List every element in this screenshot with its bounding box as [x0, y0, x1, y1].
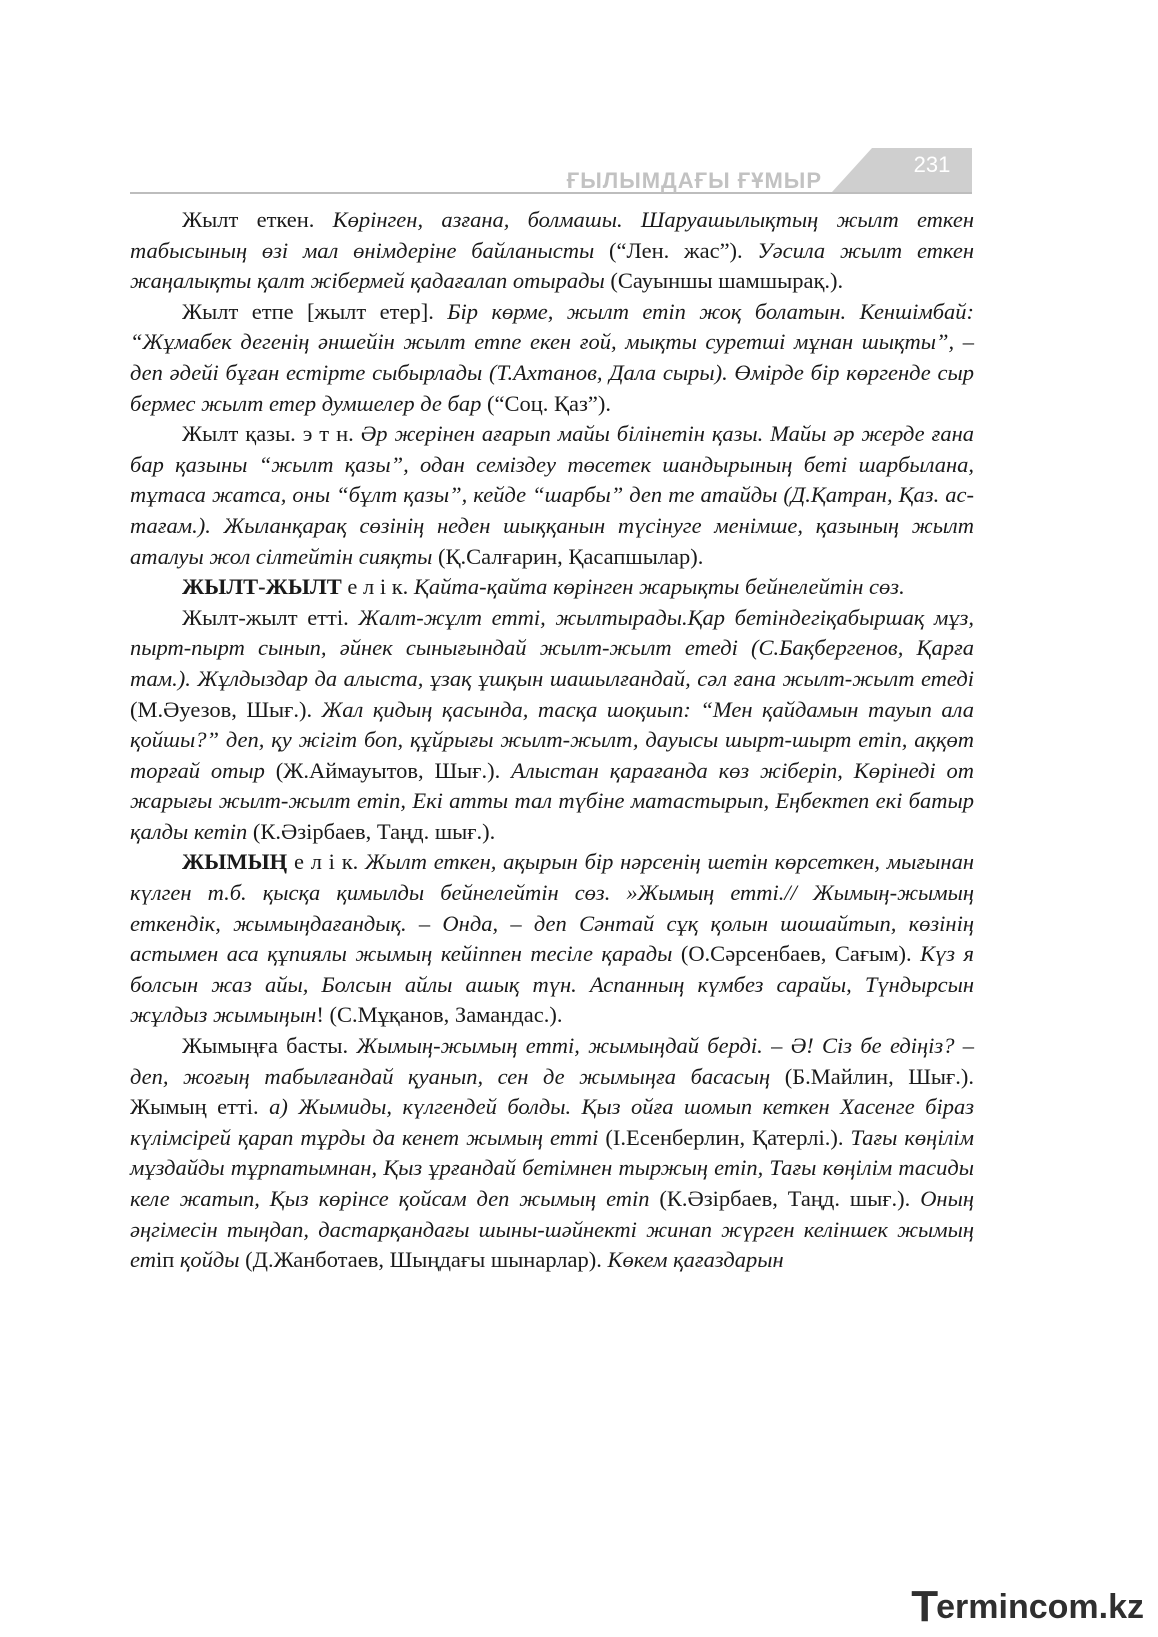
- definition-text: Жал қидың қасында, тасқа шоқиып: “Мен қайдамын тауып ала қойшы?” деп, қу жігіт боп, құйрығы жылт-жылт, дауысы шырт-шырт етіп, аққөт торғай отыр: [130, 696, 974, 783]
- dictionary-body: [130, 205, 974, 1276]
- headword: ЖЫЛТ-ЖЫЛТ: [182, 574, 342, 600]
- text-run: е л і к.: [287, 849, 366, 875]
- definition-text: Әр жерінен ағарып майы білінетін қазы. Майы әр жерде ғана бар қазыны “жылт қазы”, одан семіздеу төсетек шандырының беті шарбылана, тұтаса жатса, оны “бұлт қазы”, кейде “шарбы” деп те атайды (Д.Қатран, Қаз. ас-тағам.). Жыланқарақ сөзінің неден шыққанын түсінуге менімше, қазының жылт аталуы жол сілтейтін сияқты: [130, 421, 974, 569]
- definition-text: Көрінген, азғана, болмашы. Шаруашылықтың жылт еткен табысының өзі мал өнімдеріне байланысты: [130, 207, 974, 263]
- definition-text: қойды: [179, 1247, 240, 1273]
- magnifier-icon: o: [1047, 1588, 1069, 1626]
- logo-text: erminc: [936, 1588, 1048, 1626]
- text-run: (Б.Майлин, Шығ.). Жымың етті.: [130, 1063, 975, 1120]
- definition-text: Жымың-жымың етті, жымыңдай берді. – Ә! Сіз бе едіңіз? – деп, жоғың табылғандай қуанып, сен де жымыңға басасың: [130, 1033, 974, 1089]
- definition-text: Жалт-жұлт етті, жылтырады.Қар бетіндегіқабыршақ мұз, пырт-пырт сынып, әйнек сынығындай жылт-жылт етеді (С.Бақбергенов, Қарға там.). Жұлдыздар да алыста, ұзақ ұшқын шашылғандай, сәл ғана жылт-жылт етеді: [130, 604, 974, 691]
- definition-text: Уәсила жылт еткен жаңалықты қалт жібермей қадағалап отырады: [130, 237, 974, 294]
- text-run: Жылт-жылт етті.: [182, 604, 359, 630]
- dictionary-paragraph: [130, 847, 974, 1031]
- running-header: [130, 148, 972, 194]
- dictionary-paragraph: [130, 205, 974, 297]
- text-run: (Ж.Аймауытов, Шығ.).: [264, 757, 512, 783]
- definition-text: Жылт еткен, ақырын бір нәрсенің шетін көрсеткен, мығынан күлген т.б. қысқа қимылды бейнелейтін сөз. »Жымың етті.// Жымың-жымың еткендік, жымыңдағандық. – Онда, – деп Сәнтай сұқ қолын шошайтып, көзінің астымен аса құпиялы жымың кейіппен тесіле қарады: [130, 849, 974, 967]
- text-run: (“Лен. жас”).: [594, 237, 758, 263]
- text-run: (І.Есенберлин, Қатерлі.).: [598, 1124, 851, 1150]
- definition-text: Бір көрме, жылт етіп жоқ болатын. Кеншімбай: “Жұмабек дегенің әншейін жылт етпе екен ғой, мықты суретші мұнан шықты”, – деп әдейі бұған естірте сыбырлады (Т.Ахтанов, Дала сыры). Өмірде бір көргенде сыр бермес жылт етер думшелер де бар: [130, 298, 974, 416]
- text-run: Жымыңға басты.: [182, 1033, 357, 1059]
- logo-letter-t: T: [911, 1582, 939, 1631]
- text-run: Жылт етпе [жылт етер].: [182, 298, 448, 324]
- definition-text: Тағы көңілім мұздайды тұрпатымнан, Қыз ұрғандай бетімнен тыржың етіп, Тағы көңілім тасиды келе жатып, Қыз көрінсе қойсам деп жымың етіп: [130, 1124, 975, 1211]
- dictionary-paragraph: [130, 1031, 974, 1276]
- definition-text: Көкем қағаздарын: [607, 1247, 784, 1273]
- text-run: Жылт еткен.: [182, 207, 333, 232]
- header-rule: [130, 192, 972, 194]
- text-run: (К.Әзірбаев, Таңд. шығ.).: [649, 1186, 921, 1211]
- definition-text: Алыстан қарағанда көз жіберіп, Көрінеді от жарығы жылт-жылт етіп, Екі атты тал түбіне матастырып, Еңбектеп екі батыр қалды кетіп: [130, 757, 975, 844]
- text-run: (О.Сәрсенбаев, Сағым).: [672, 941, 921, 967]
- headword: ЖЫМЫҢ: [182, 849, 288, 875]
- dictionary-paragraph: [130, 419, 974, 572]
- text-run: (Қ.Салғарин, Қасапшылар).: [432, 543, 704, 569]
- text-run: е л і к.: [341, 574, 414, 600]
- page-number: 231: [913, 152, 951, 177]
- text-run: Жылт қазы. э т н.: [182, 421, 361, 447]
- text-run: (Сауыншы шамшырақ.).: [604, 268, 844, 294]
- logo-domain: m.kz: [1068, 1588, 1144, 1626]
- text-run: (Д.Жанботаев, Шыңдағы шынарлар).: [239, 1247, 608, 1273]
- text-run: ! (С.Мұқанов, Замандас.).: [316, 1002, 563, 1028]
- text-run: (К.Әзірбаев, Таңд. шығ.).: [247, 818, 496, 844]
- dictionary-paragraph: [130, 603, 974, 848]
- text-run: (М.Әуезов, Шығ.).: [130, 696, 322, 722]
- text-run: (“Соц. Қаз”).: [481, 390, 611, 416]
- definition-text: Қайта-қайта көрінген жарықты бейнелейтін сөз.: [413, 574, 905, 600]
- termincom-logo: [911, 1582, 1144, 1631]
- dictionary-paragraph: [130, 297, 974, 419]
- definition-text: а) Жымиды, күлгендей болды. Қыз ойға шомып кеткен Хасенге біраз күлімсірей қарап тұрды да кенет жымың етті: [130, 1094, 975, 1150]
- text-run: іп: [155, 1247, 180, 1273]
- definition-text: Күз я болсын жаз айы, Болсын айлы ашық түн. Аспанның күмбез сарайы, Түндырсын жұлдыз жымыңын: [130, 941, 974, 1028]
- dictionary-paragraph: [130, 572, 974, 603]
- section-title: ҒЫЛЫМДАҒЫ ҒҰМЫР: [566, 168, 822, 193]
- definition-text: Оның әңгімесін тыңдап, дастарқандағы шыны-шәйнекті жинап жүрген келіншек жымың ет: [130, 1186, 974, 1273]
